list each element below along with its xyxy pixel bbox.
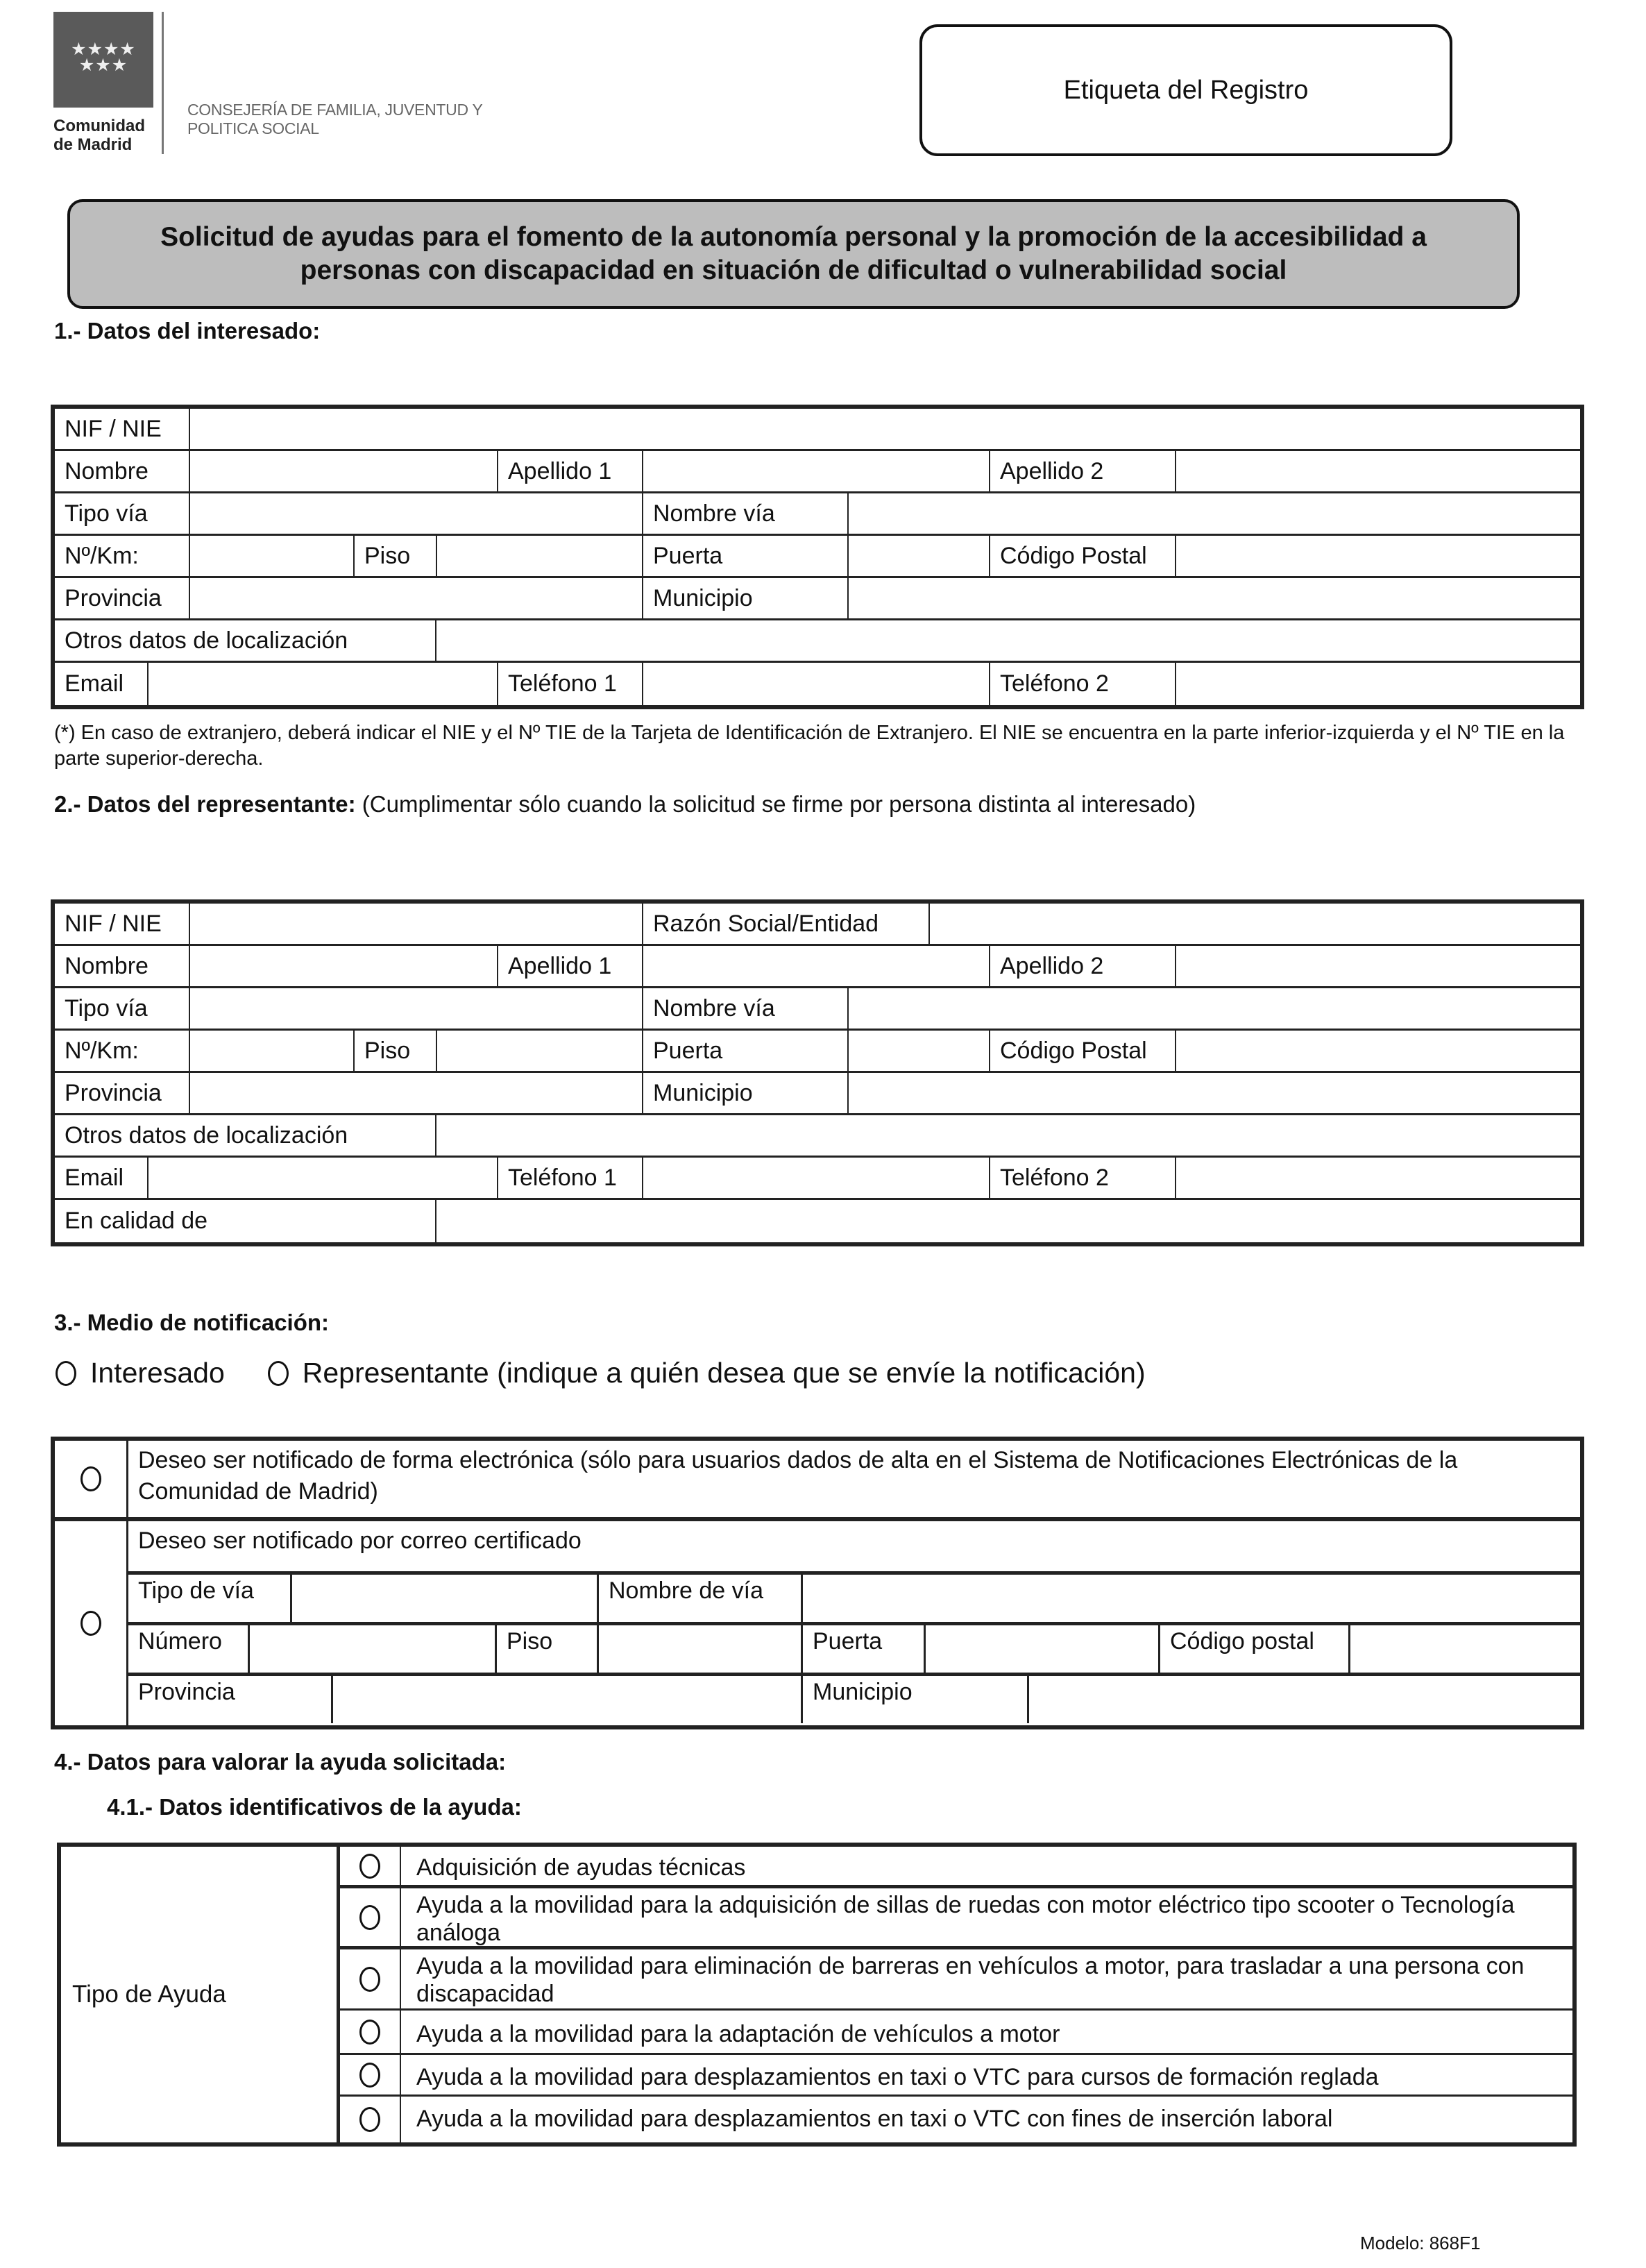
telefono2-label: Teléfono 2 bbox=[990, 663, 1176, 705]
rep-telefono1-label: Teléfono 1 bbox=[498, 1158, 643, 1198]
consejeria-line2: POLITICA SOCIAL bbox=[187, 119, 319, 137]
postal-tipo-via-field[interactable] bbox=[302, 1577, 597, 1622]
nombre-label: Nombre bbox=[55, 451, 190, 491]
postal-numero-field[interactable] bbox=[260, 1628, 495, 1673]
rep-puerta-field[interactable] bbox=[849, 1031, 989, 1071]
rep-apellido1-label: Apellido 1 bbox=[498, 946, 643, 986]
rep-email-label: Email bbox=[55, 1158, 149, 1198]
rep-num-km-label: Nº/Km: bbox=[55, 1031, 190, 1071]
postal-notification-row bbox=[55, 1521, 1580, 1725]
rep-nombre-field[interactable] bbox=[190, 946, 497, 986]
table-row bbox=[55, 1158, 1580, 1200]
tipo-ayuda-table bbox=[57, 1843, 1577, 2147]
rep-num-km-input[interactable] bbox=[190, 1031, 355, 1071]
codigo-postal-field[interactable] bbox=[1176, 536, 1580, 576]
rep-codigo-postal-label: Código Postal bbox=[990, 1031, 1176, 1071]
rep-puerta-label: Puerta bbox=[643, 1031, 849, 1071]
postal-piso-input[interactable] bbox=[599, 1625, 803, 1673]
table-row bbox=[55, 663, 1580, 705]
municipio-input[interactable] bbox=[849, 578, 1580, 618]
rep-municipio-label: Municipio bbox=[643, 1073, 849, 1113]
rep-email-field[interactable] bbox=[149, 1158, 497, 1198]
apellido2-field[interactable] bbox=[1176, 451, 1580, 491]
otros-input[interactable] bbox=[436, 620, 1580, 661]
ayuda-option[interactable] bbox=[340, 2097, 1572, 2142]
electronic-radio-cell[interactable] bbox=[55, 1441, 128, 1517]
rep-en-calidad-label: En calidad de bbox=[55, 1200, 436, 1242]
radio-icon[interactable] bbox=[268, 1361, 289, 1386]
provincia-input[interactable] bbox=[190, 578, 643, 618]
ayuda-option-label: Ayuda a la movilidad para la adaptación de vehículos a motor bbox=[416, 2021, 1060, 2047]
rep-piso-label: Piso bbox=[355, 1031, 437, 1071]
section1-heading: 1.- Datos del interesado: bbox=[54, 318, 321, 344]
registry-label-text: Etiqueta del Registro bbox=[1063, 75, 1309, 105]
radio-icon[interactable] bbox=[359, 2020, 380, 2045]
num-km-label: Nº/Km: bbox=[55, 536, 190, 576]
rep-tipo-via-field[interactable] bbox=[190, 988, 642, 1029]
recipient-option-label: Representante (indique a quién desea que se envíe la notificación) bbox=[302, 1357, 1146, 1389]
piso-input[interactable] bbox=[437, 536, 643, 576]
postal-puerta-field[interactable] bbox=[935, 1628, 1158, 1673]
rep-email-input[interactable] bbox=[149, 1158, 498, 1198]
table-row bbox=[55, 409, 1580, 451]
rep-nombre-via-label: Nombre vía bbox=[643, 988, 849, 1029]
postal-tipo-via-label: Tipo de vía bbox=[128, 1575, 292, 1622]
radio-icon[interactable] bbox=[56, 1361, 76, 1386]
apellido1-field[interactable] bbox=[643, 451, 989, 491]
postal-nombre-via-input[interactable] bbox=[803, 1575, 1580, 1622]
puerta-field[interactable] bbox=[849, 536, 989, 576]
section2-heading bbox=[54, 791, 1196, 818]
ayuda-option-label: Ayuda a la movilidad para eliminación de barreras en vehículos a motor, para trasladar a una persona con discapacidad bbox=[416, 1953, 1525, 2007]
postal-numero-label: Número bbox=[128, 1625, 250, 1673]
rep-apellido1-input[interactable] bbox=[643, 946, 990, 986]
rep-razon-social-field[interactable] bbox=[930, 904, 1580, 944]
piso-field[interactable] bbox=[437, 536, 642, 576]
rep-nif-field[interactable] bbox=[190, 904, 642, 944]
nombre-via-input[interactable] bbox=[849, 493, 1580, 534]
ayuda-option[interactable] bbox=[340, 1888, 1572, 1949]
otros-label: Otros datos de localización bbox=[55, 620, 436, 661]
rep-razon-social-input[interactable] bbox=[930, 904, 1580, 944]
rep-nombre-via-field[interactable] bbox=[849, 988, 1580, 1029]
municipio-field[interactable] bbox=[849, 578, 1580, 618]
rep-piso-field[interactable] bbox=[437, 1031, 642, 1071]
nombre-via-label: Nombre vía bbox=[643, 493, 849, 534]
nie-footnote: (*) En caso de extranjero, deberá indicar el NIE y el Nº TIE de la Tarjeta de Identificación de Extranjero. El NIE se encuentra en la parte inferior-izquierda y el Nº TIE en la parte superior-derecha. bbox=[54, 722, 1565, 770]
electronic-notification-label: Deseo ser notificado de forma electrónica (sólo para usuarios dados de alta en el Sistema de Notificaciones Electrónicas de la Comunidad de Madrid) bbox=[138, 1447, 1458, 1505]
table-row bbox=[55, 1200, 1580, 1242]
puerta-label: Puerta bbox=[643, 536, 849, 576]
section2-note: (Cumplimentar sólo cuando la solicitud se firme por persona distinta al interesado) bbox=[362, 791, 1196, 817]
telefono2-field[interactable] bbox=[1176, 663, 1580, 705]
table-row bbox=[55, 451, 1580, 493]
interesado-table bbox=[51, 405, 1584, 709]
postal-provincia-field[interactable] bbox=[343, 1679, 801, 1723]
radio-icon[interactable] bbox=[359, 2063, 380, 2088]
ayuda-option-label: Ayuda a la movilidad para desplazamientos en taxi o VTC para cursos de formación reglada bbox=[416, 2064, 1379, 2090]
postal-codigo-postal-label: Código postal bbox=[1160, 1625, 1350, 1673]
tipo-via-label: Tipo vía bbox=[55, 493, 190, 534]
rep-codigo-postal-input[interactable] bbox=[1176, 1031, 1580, 1071]
apellido2-label: Apellido 2 bbox=[990, 451, 1176, 491]
rep-nif-label: NIF / NIE bbox=[55, 904, 190, 944]
electronic-notification-row bbox=[55, 1441, 1580, 1521]
apellido2-input[interactable] bbox=[1176, 451, 1580, 491]
table-row bbox=[55, 493, 1580, 536]
otros-field[interactable] bbox=[436, 620, 1580, 661]
postal-nombre-via-label: Nombre de vía bbox=[599, 1575, 803, 1622]
apellido1-input[interactable] bbox=[643, 451, 990, 491]
telefono1-input[interactable] bbox=[643, 663, 990, 705]
postal-provincia-input[interactable] bbox=[333, 1676, 803, 1723]
puerta-input[interactable] bbox=[849, 536, 990, 576]
num-km-input[interactable] bbox=[190, 536, 355, 576]
radio-icon[interactable] bbox=[359, 1854, 380, 1879]
rep-municipio-input[interactable] bbox=[849, 1073, 1580, 1113]
table-row bbox=[55, 1073, 1580, 1115]
table-row bbox=[55, 536, 1580, 578]
rep-nombre-label: Nombre bbox=[55, 946, 190, 986]
table-row bbox=[128, 1673, 1580, 1723]
provincia-field[interactable] bbox=[190, 578, 642, 618]
ayuda-option[interactable] bbox=[340, 1847, 1572, 1888]
logo-divider bbox=[162, 12, 164, 154]
nif-label: NIF / NIE bbox=[55, 409, 190, 449]
radio-icon[interactable] bbox=[359, 1905, 380, 1930]
logo-stars-icon: ★★★★ ★★★ bbox=[71, 40, 136, 75]
table-row bbox=[55, 578, 1580, 620]
radio-icon[interactable] bbox=[359, 2107, 380, 2132]
radio-icon[interactable] bbox=[80, 1466, 101, 1491]
ayuda-option-label: Adquisición de ayudas técnicas bbox=[416, 1854, 746, 1881]
provincia-label: Provincia bbox=[55, 578, 190, 618]
ayuda-option-label: Ayuda a la movilidad para la adquisición de sillas de ruedas con motor eléctrico tipo scooter o Tecnología análoga bbox=[416, 1892, 1515, 1946]
rep-telefono2-field[interactable] bbox=[1176, 1158, 1580, 1198]
rep-en-calidad-input[interactable] bbox=[436, 1200, 1580, 1242]
representante-table bbox=[51, 899, 1584, 1246]
table-row bbox=[128, 1622, 1580, 1673]
tipo-via-input[interactable] bbox=[190, 493, 643, 534]
recipient-option-label: Interesado bbox=[90, 1357, 225, 1389]
consejeria-line1: CONSEJERÍA DE FAMILIA, JUVENTUD Y bbox=[187, 101, 483, 119]
rep-apellido2-input[interactable] bbox=[1176, 946, 1580, 986]
postal-numero-input[interactable] bbox=[250, 1625, 497, 1673]
telefono1-label: Teléfono 1 bbox=[498, 663, 643, 705]
nombre-input[interactable] bbox=[190, 451, 498, 491]
rep-provincia-label: Provincia bbox=[55, 1073, 190, 1113]
consejeria-name bbox=[187, 101, 548, 138]
notification-method-table bbox=[51, 1437, 1584, 1729]
postal-puerta-label: Puerta bbox=[803, 1625, 926, 1673]
rep-otros-label: Otros datos de localización bbox=[55, 1115, 436, 1156]
rep-apellido2-field[interactable] bbox=[1176, 946, 1580, 986]
postal-municipio-field[interactable] bbox=[1039, 1679, 1580, 1723]
tipo-via-field[interactable] bbox=[190, 493, 642, 534]
logo-name-line2: de Madrid bbox=[53, 135, 133, 154]
table-row bbox=[55, 946, 1580, 988]
num-km-field[interactable] bbox=[190, 536, 353, 576]
rep-otros-input[interactable] bbox=[436, 1115, 1580, 1156]
rep-municipio-field[interactable] bbox=[849, 1073, 1580, 1113]
postal-codigo-postal-field[interactable] bbox=[1360, 1628, 1580, 1673]
rep-telefono2-label: Teléfono 2 bbox=[990, 1158, 1176, 1198]
rep-nombre-input[interactable] bbox=[190, 946, 498, 986]
postal-tipo-via-input[interactable] bbox=[292, 1575, 599, 1622]
email-field[interactable] bbox=[149, 663, 497, 705]
postal-municipio-input[interactable] bbox=[1029, 1676, 1580, 1723]
ayuda-option-label: Ayuda a la movilidad para desplazamientos en taxi o VTC con fines de inserción laboral bbox=[416, 2106, 1333, 2132]
rep-tipo-via-input[interactable] bbox=[190, 988, 643, 1029]
table-row bbox=[55, 988, 1580, 1031]
recipient-option-interesado[interactable] bbox=[56, 1357, 225, 1389]
postal-radio-cell[interactable] bbox=[55, 1521, 128, 1725]
section4-heading: 4.- Datos para valorar la ayuda solicitada: bbox=[54, 1749, 507, 1775]
postal-codigo-postal-input[interactable] bbox=[1350, 1625, 1580, 1673]
piso-label: Piso bbox=[355, 536, 437, 576]
rep-apellido2-label: Apellido 2 bbox=[990, 946, 1176, 986]
postal-puerta-input[interactable] bbox=[926, 1625, 1160, 1673]
telefono2-input[interactable] bbox=[1176, 663, 1580, 705]
telefono1-field[interactable] bbox=[643, 663, 989, 705]
logo-name bbox=[53, 117, 164, 154]
nombre-via-field[interactable] bbox=[849, 493, 1580, 534]
logo-name-line1: Comunidad bbox=[53, 117, 145, 135]
rep-nombre-via-input[interactable] bbox=[849, 988, 1580, 1029]
tipo-ayuda-label: Tipo de Ayuda bbox=[61, 1847, 340, 2142]
table-row bbox=[55, 620, 1580, 663]
rep-piso-input[interactable] bbox=[437, 1031, 643, 1071]
postal-piso-label: Piso bbox=[497, 1625, 599, 1673]
nif-input[interactable] bbox=[190, 409, 1580, 449]
municipio-label: Municipio bbox=[643, 578, 849, 618]
rep-codigo-postal-field[interactable] bbox=[1176, 1031, 1580, 1071]
section2-heading-text: 2.- Datos del representante: bbox=[54, 791, 356, 817]
codigo-postal-input[interactable] bbox=[1176, 536, 1580, 576]
rep-puerta-input[interactable] bbox=[849, 1031, 990, 1071]
postal-provincia-label: Provincia bbox=[128, 1676, 333, 1723]
postal-nombre-via-field[interactable] bbox=[813, 1577, 1580, 1622]
form-model-code: Modelo: 868F1 bbox=[1360, 2233, 1481, 2253]
postal-piso-field[interactable] bbox=[609, 1628, 801, 1673]
rep-num-km-field[interactable] bbox=[190, 1031, 353, 1071]
form-title: Solicitud de ayudas para el fomento de la autonomía personal y la promoción de la accesibilidad a personas con discapacidad en situación de dificultad o vulnerabilidad social bbox=[160, 222, 1427, 285]
registry-label-box bbox=[919, 24, 1452, 156]
rep-en-calidad-field[interactable] bbox=[436, 1200, 1580, 1242]
rep-tipo-via-label: Tipo vía bbox=[55, 988, 190, 1029]
codigo-postal-label: Código Postal bbox=[990, 536, 1176, 576]
rep-telefono1-input[interactable] bbox=[643, 1158, 990, 1198]
rep-nif-input[interactable] bbox=[190, 904, 643, 944]
section41-heading: 4.1.- Datos identificativos de la ayuda: bbox=[107, 1794, 522, 1820]
nif-field[interactable] bbox=[190, 409, 1580, 449]
rep-provincia-field[interactable] bbox=[190, 1073, 642, 1113]
rep-telefono1-field[interactable] bbox=[643, 1158, 989, 1198]
form-title-box bbox=[67, 199, 1520, 309]
email-label: Email bbox=[55, 663, 149, 705]
radio-icon[interactable] bbox=[359, 1967, 380, 1992]
ayuda-option[interactable] bbox=[340, 2011, 1572, 2055]
postal-notification-label: Deseo ser notificado por correo certificado bbox=[138, 1527, 582, 1554]
tipo-ayuda-options bbox=[340, 1847, 1572, 2142]
postal-municipio-label: Municipio bbox=[803, 1676, 1029, 1723]
section3-heading: 3.- Medio de notificación: bbox=[54, 1310, 330, 1335]
apellido1-label: Apellido 1 bbox=[498, 451, 643, 491]
table-row bbox=[128, 1571, 1580, 1622]
table-row bbox=[55, 1031, 1580, 1073]
table-row bbox=[55, 1115, 1580, 1158]
radio-icon[interactable] bbox=[80, 1611, 101, 1636]
email-input[interactable] bbox=[149, 663, 498, 705]
table-row bbox=[55, 904, 1580, 946]
rep-provincia-input[interactable] bbox=[190, 1073, 643, 1113]
rep-telefono2-input[interactable] bbox=[1176, 1158, 1580, 1198]
ayuda-option[interactable] bbox=[340, 2055, 1572, 2097]
rep-otros-field[interactable] bbox=[436, 1115, 1580, 1156]
rep-razon-social-label: Razón Social/Entidad bbox=[643, 904, 930, 944]
rep-apellido1-field[interactable] bbox=[643, 946, 989, 986]
nombre-field[interactable] bbox=[190, 451, 497, 491]
recipient-option-representante[interactable] bbox=[268, 1357, 1146, 1389]
notification-recipient-group bbox=[56, 1357, 1189, 1389]
ayuda-option[interactable] bbox=[340, 1949, 1572, 2011]
